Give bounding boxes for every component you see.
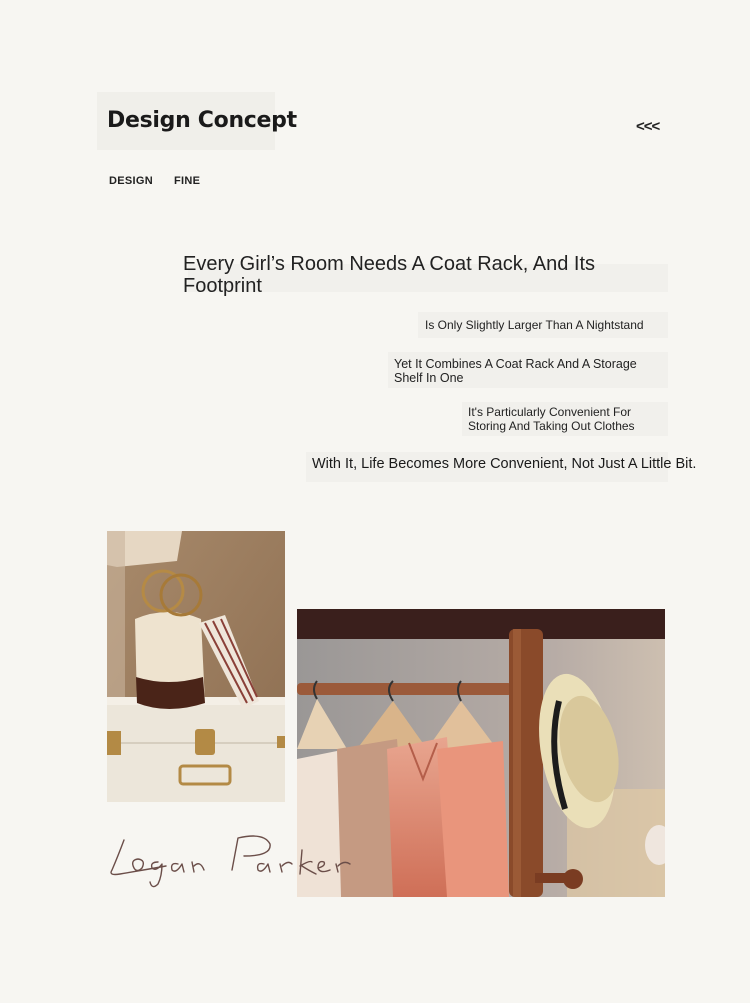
copy-line-storage: Yet It Combines A Coat Rack And A Storage Shelf In One xyxy=(394,357,637,385)
copy-line-convenient: It's Particularly Convenient For Storing And Taking Out Clothes xyxy=(468,405,635,433)
headline: Every Girl’s Room Needs A Coat Rack, And Its Footprint xyxy=(183,253,596,297)
bag-photo xyxy=(107,531,285,802)
signature xyxy=(104,826,364,901)
tag-fine: FINE xyxy=(174,175,201,187)
copy-line-nightstand: Is Only Slightly Larger Than A Nightstand xyxy=(425,318,644,332)
back-button[interactable]: <<< xyxy=(636,118,660,135)
page-title: Design Concept xyxy=(107,108,297,133)
copy-line-life: With It, Life Becomes More Convenient, Not Just A Little Bit. xyxy=(312,456,697,472)
tag-design: DESIGN xyxy=(109,175,153,187)
